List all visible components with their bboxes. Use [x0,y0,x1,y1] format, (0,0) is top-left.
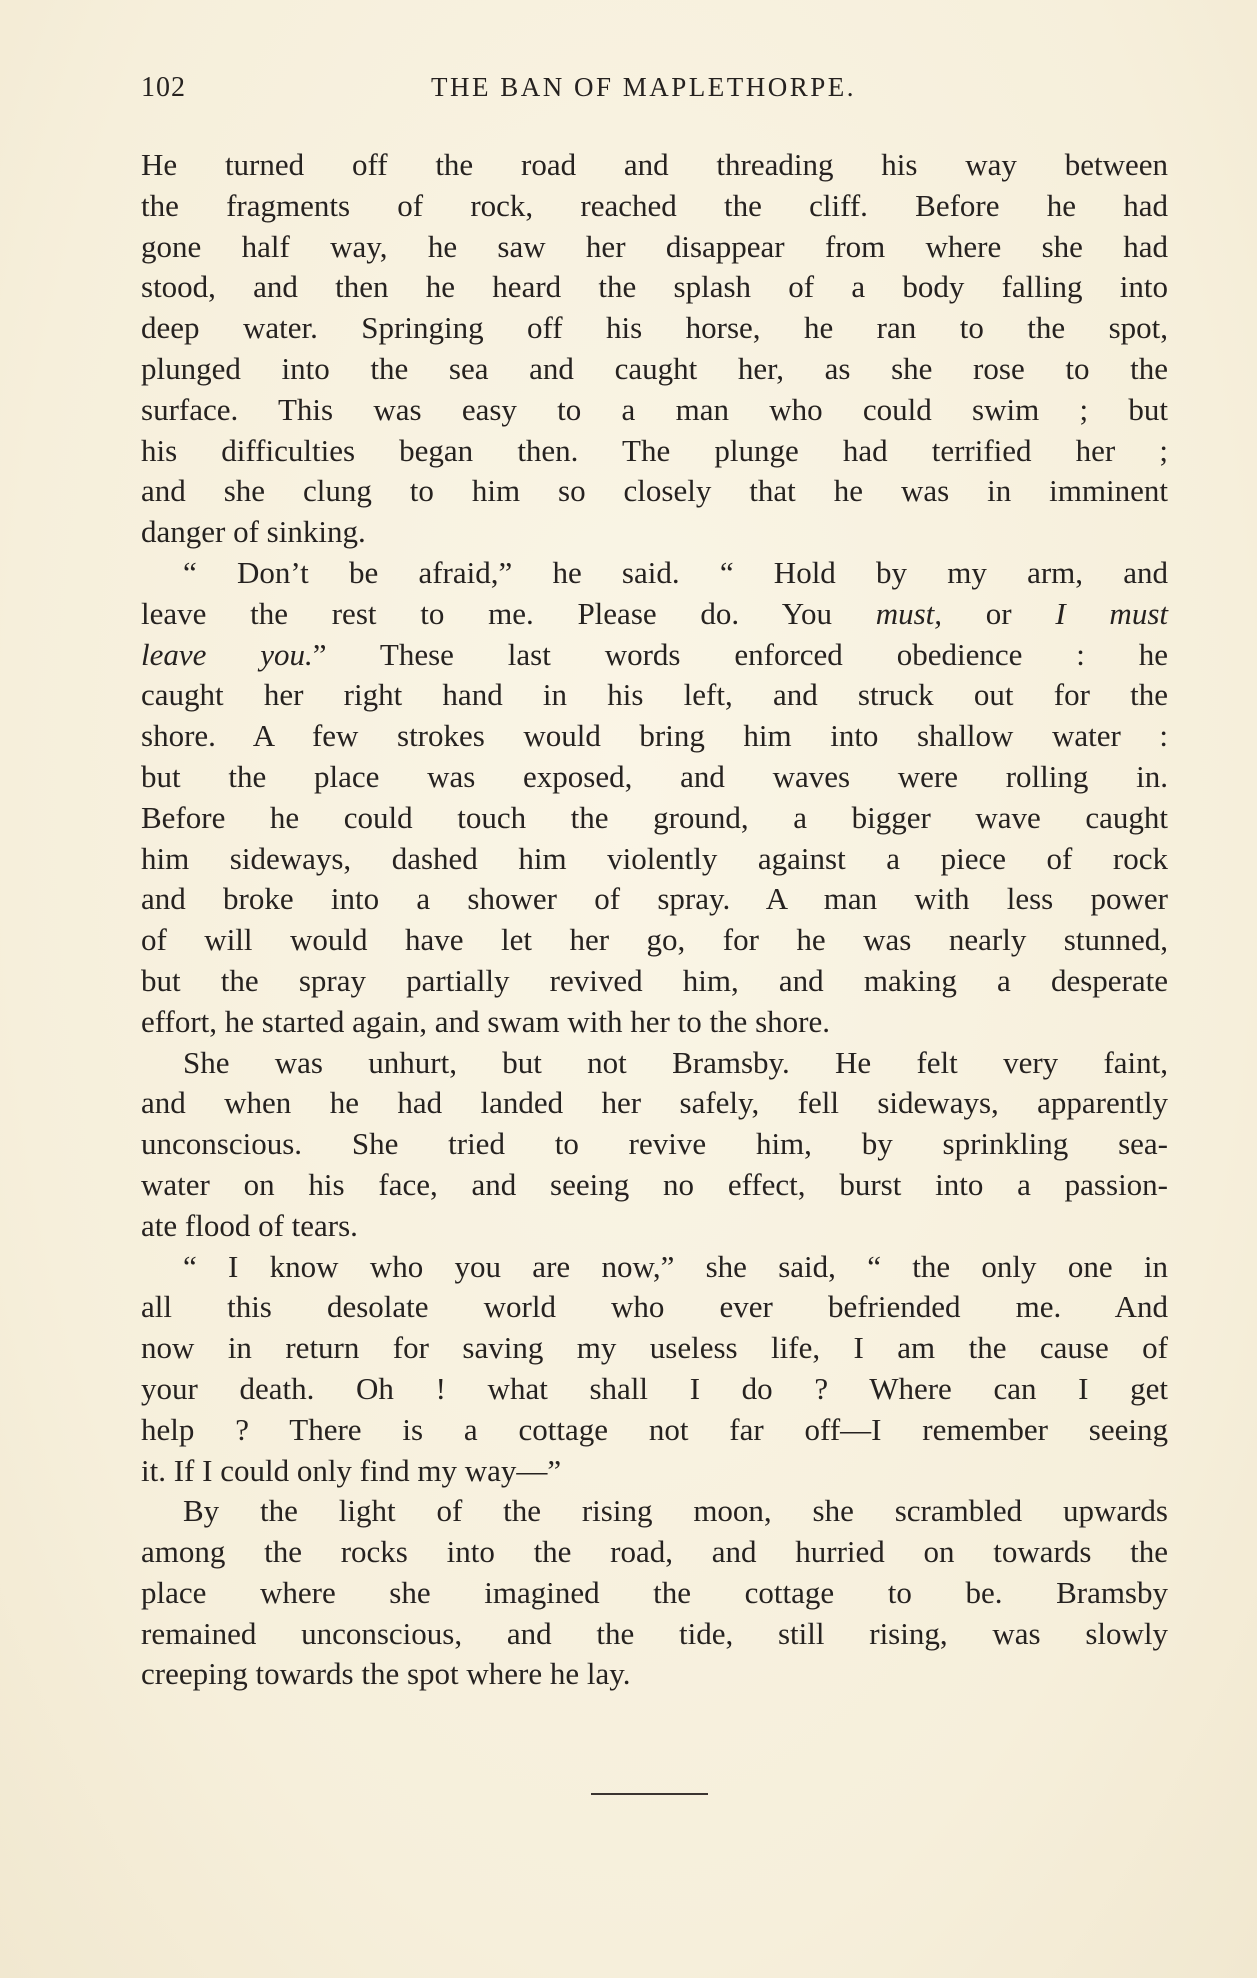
text-line: your death. Oh ! what shall I do ? Where can I get [141,1370,1168,1406]
text-line: but the place was exposed, and waves were rolling in. [141,758,1168,794]
text-line: his difficulties began then. The plunge had terrified her ; [141,432,1168,468]
text-line: Before he could touch the ground, a bigger wave caught [141,799,1168,835]
text-line: effort, he started again, and swam with her to the shore. [141,1003,830,1039]
text-line: all this desolate world who ever befriended me. And [141,1289,1168,1325]
running-header [141,72,1168,116]
text-line: but the spray partially revived him, and making a desperate [141,962,1168,998]
running-title: THE BAN OF MAPLETHORPE. [431,72,857,102]
text-run: ” These last words enforced obedience : he [312,636,1168,672]
text-line: and she clung to him so closely that he was in imminent [141,473,1168,509]
text-line: “ Don’t be afraid,” he said. “ Hold by my arm, and [183,554,1168,590]
text-line: deep water. Springing off his horse, he ran to the spot, [141,310,1168,346]
text-line: caught her right hand in his left, and struck out for the [141,677,1168,713]
text-line: plunged into the sea and caught her, as she rose to the [141,350,1168,386]
text-line: “ I know who you are now,” she said, “ the only one in [183,1248,1168,1284]
text-line: place where she imagined the cottage to be. Bramsby [141,1574,1168,1610]
text-line: surface. This was easy to a man who could swim ; but [141,391,1168,427]
text-line: ate flood of tears. [141,1207,358,1243]
text-line: of will would have let her go, for he was nearly stunned, [141,922,1168,958]
text-line: shore. A few strokes would bring him into shallow water : [141,718,1168,754]
text-run: leave the rest to me. Please do. You [141,595,876,631]
text-line: it. If I could only find my way—” [141,1452,562,1488]
text-line: and broke into a shower of spray. A man with less power [141,881,1168,917]
text-line: and when he had landed her safely, fell sideways, apparently [141,1085,1168,1121]
text-line-with-italics [141,594,1168,635]
text-line: help ? There is a cottage not far off—I remember seeing [141,1411,1168,1447]
text-line: him sideways, dashed him violently against a piece of rock [141,840,1168,876]
text-line: creeping towards the spot where he lay. [141,1656,631,1692]
text-line-with-italics [141,635,1168,676]
italic-run: I must [1055,595,1168,631]
text-line: By the light of the rising moon, she scrambled upwards [183,1493,1168,1529]
text-line: stood, and then he heard the splash of a body falling into [141,269,1168,305]
text-line: She was unhurt, but not Bramsby. He felt very faint, [183,1044,1168,1080]
text-line: danger of sinking. [141,514,366,550]
text-line: unconscious. She tried to revive him, by sprinkling sea- [141,1126,1168,1162]
page-number: 102 [141,72,186,103]
text-line: the fragments of rock, reached the cliff. Before he had [141,187,1168,223]
text-line: among the rocks into the road, and hurried on towards the [141,1534,1168,1570]
text-line: He turned off the road and threading his way between [141,147,1168,182]
text-run: or [942,595,1056,631]
body-text [141,145,1168,1695]
text-line: now in return for saving my useless life, I am the cause of [141,1330,1168,1366]
end-rule [591,1793,708,1795]
text-line: water on his face, and seeing no effect, burst into a passion- [141,1166,1168,1202]
text-line: gone half way, he saw her disappear from where she had [141,228,1168,264]
italic-run: leave you. [141,636,313,672]
italic-run: must, [875,595,943,631]
text-line: remained unconscious, and the tide, still rising, was slowly [141,1615,1168,1651]
